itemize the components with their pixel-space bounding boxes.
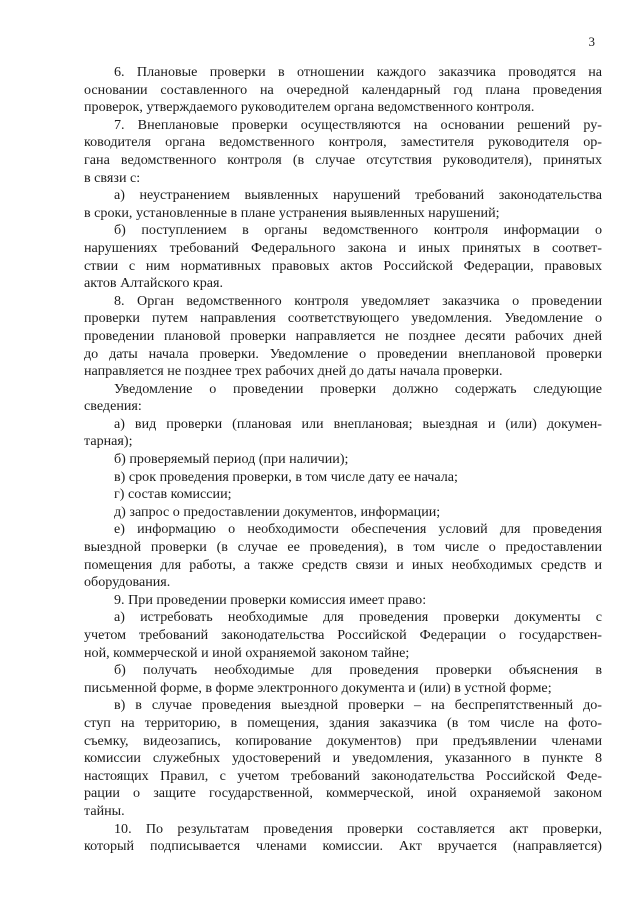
text-line: письменной форме, в форме электронного документа и (или) в устной форме;	[84, 679, 552, 696]
text-line: направляется не позднее трех рабочих дней до даты начала проверки.	[84, 363, 503, 380]
text-line: гана ведомственного контроля (в случае отсутствия руководителя), принятых	[84, 151, 602, 168]
text-line: оборудования.	[84, 574, 171, 591]
text-line: 7. Внеплановые проверки осуществляются на основании решений ру-	[114, 116, 602, 133]
text-line: в сроки, установленные в плане устранения выявленных нарушений;	[84, 204, 500, 221]
text-line: д) запрос о предоставлении документов, информации;	[114, 503, 441, 520]
text-line: 8. Орган ведомственного контроля уведомляет заказчика о проведении	[114, 292, 602, 309]
text-line: основании составленного на очередной календарный год плана проведения	[84, 81, 602, 98]
text-line: в связи с:	[84, 169, 141, 186]
text-line: б) проверяемый период (при наличии);	[114, 451, 349, 468]
text-line: помещения для работы, а также средств связи и иных необходимых средств и	[84, 556, 602, 573]
text-line: б) поступлением в органы ведомственного контроля информации о	[114, 222, 602, 239]
text-line: нарушениях требований Федерального закона и иных принятых в соответ-	[84, 239, 602, 256]
page-number: 3	[588, 34, 595, 49]
text-line: актов Алтайского края.	[84, 275, 224, 292]
text-line: до даты начала проверки. Уведомление о проведении внеплановой проверки	[84, 345, 602, 362]
text-line: ствии с ним нормативных правовых актов Российской Федерации, правовых	[84, 257, 602, 274]
text-line: который подписывается членами комиссии. Акт вручается (направляется)	[84, 838, 602, 855]
text-line: ступ на территорию, в помещения, здания заказчика (в том числе на фото-	[84, 714, 602, 731]
text-line: настоящих Правил, с учетом требований законодательства Российской Феде-	[84, 767, 602, 784]
text-line: проведении плановой проверки направляется не позднее десяти рабочих дней	[84, 327, 602, 344]
text-line: учетом требований законодательства Российской Федерации о государствен-	[84, 627, 602, 643]
text-line: съемку, видеозапись, копирование документов) при предъявлении членами	[84, 732, 602, 749]
text-line: рации о защите государственной, коммерческой, иной охраняемой законом	[84, 785, 602, 802]
text-line: комиссии служебных удостоверений и уведомления, указанного в пункте 8	[84, 750, 602, 767]
text-line: ной, коммерческой и иной охраняемой законом тайне;	[84, 644, 410, 661]
text-line: 6. Плановые проверки в отношении каждого заказчика проводятся на	[114, 64, 602, 80]
text-line: г) состав комиссии;	[114, 486, 232, 503]
text-line: проверки путем направления соответствующего уведомления. Уведомление о	[84, 310, 602, 327]
document-body	[84, 64, 602, 856]
text-line: в) срок проведения проверки, в том числе дату ее начала;	[114, 468, 458, 485]
text-line: а) неустранением выявленных нарушений требований законодательства	[114, 187, 602, 204]
text-line: в) в случае проведения выездной проверки – на беспрепятственный до-	[114, 697, 602, 714]
text-line: сведения:	[84, 398, 142, 415]
text-line: Уведомление о проведении проверки должно содержать следующие	[114, 380, 602, 397]
text-line: проверок, утверждаемого руководителем органа ведомственного контроля.	[84, 99, 535, 116]
text-line: ководителя органа ведомственного контроля, заместителя руководителя ор-	[84, 134, 602, 151]
text-line: 9. При проведении проверки комиссия имеет право:	[114, 591, 427, 608]
text-line: тайны.	[84, 802, 125, 819]
text-line: выездной проверки (в случае ее проведения), в том числе о предоставлении	[84, 539, 602, 556]
text-line: б) получать необходимые для проведения проверки объяснения в	[114, 662, 602, 679]
text-line: а) вид проверки (плановая или внеплановая; выездная и (или) докумен-	[114, 415, 602, 432]
text-line: е) информацию о необходимости обеспечения условий для проведения	[114, 521, 602, 538]
text-line: а) истребовать необходимые для проведения проверки документы с	[114, 609, 602, 626]
text-line: тарная);	[84, 433, 133, 450]
text-line: 10. По результатам проведения проверки составляется акт проверки,	[114, 820, 602, 837]
